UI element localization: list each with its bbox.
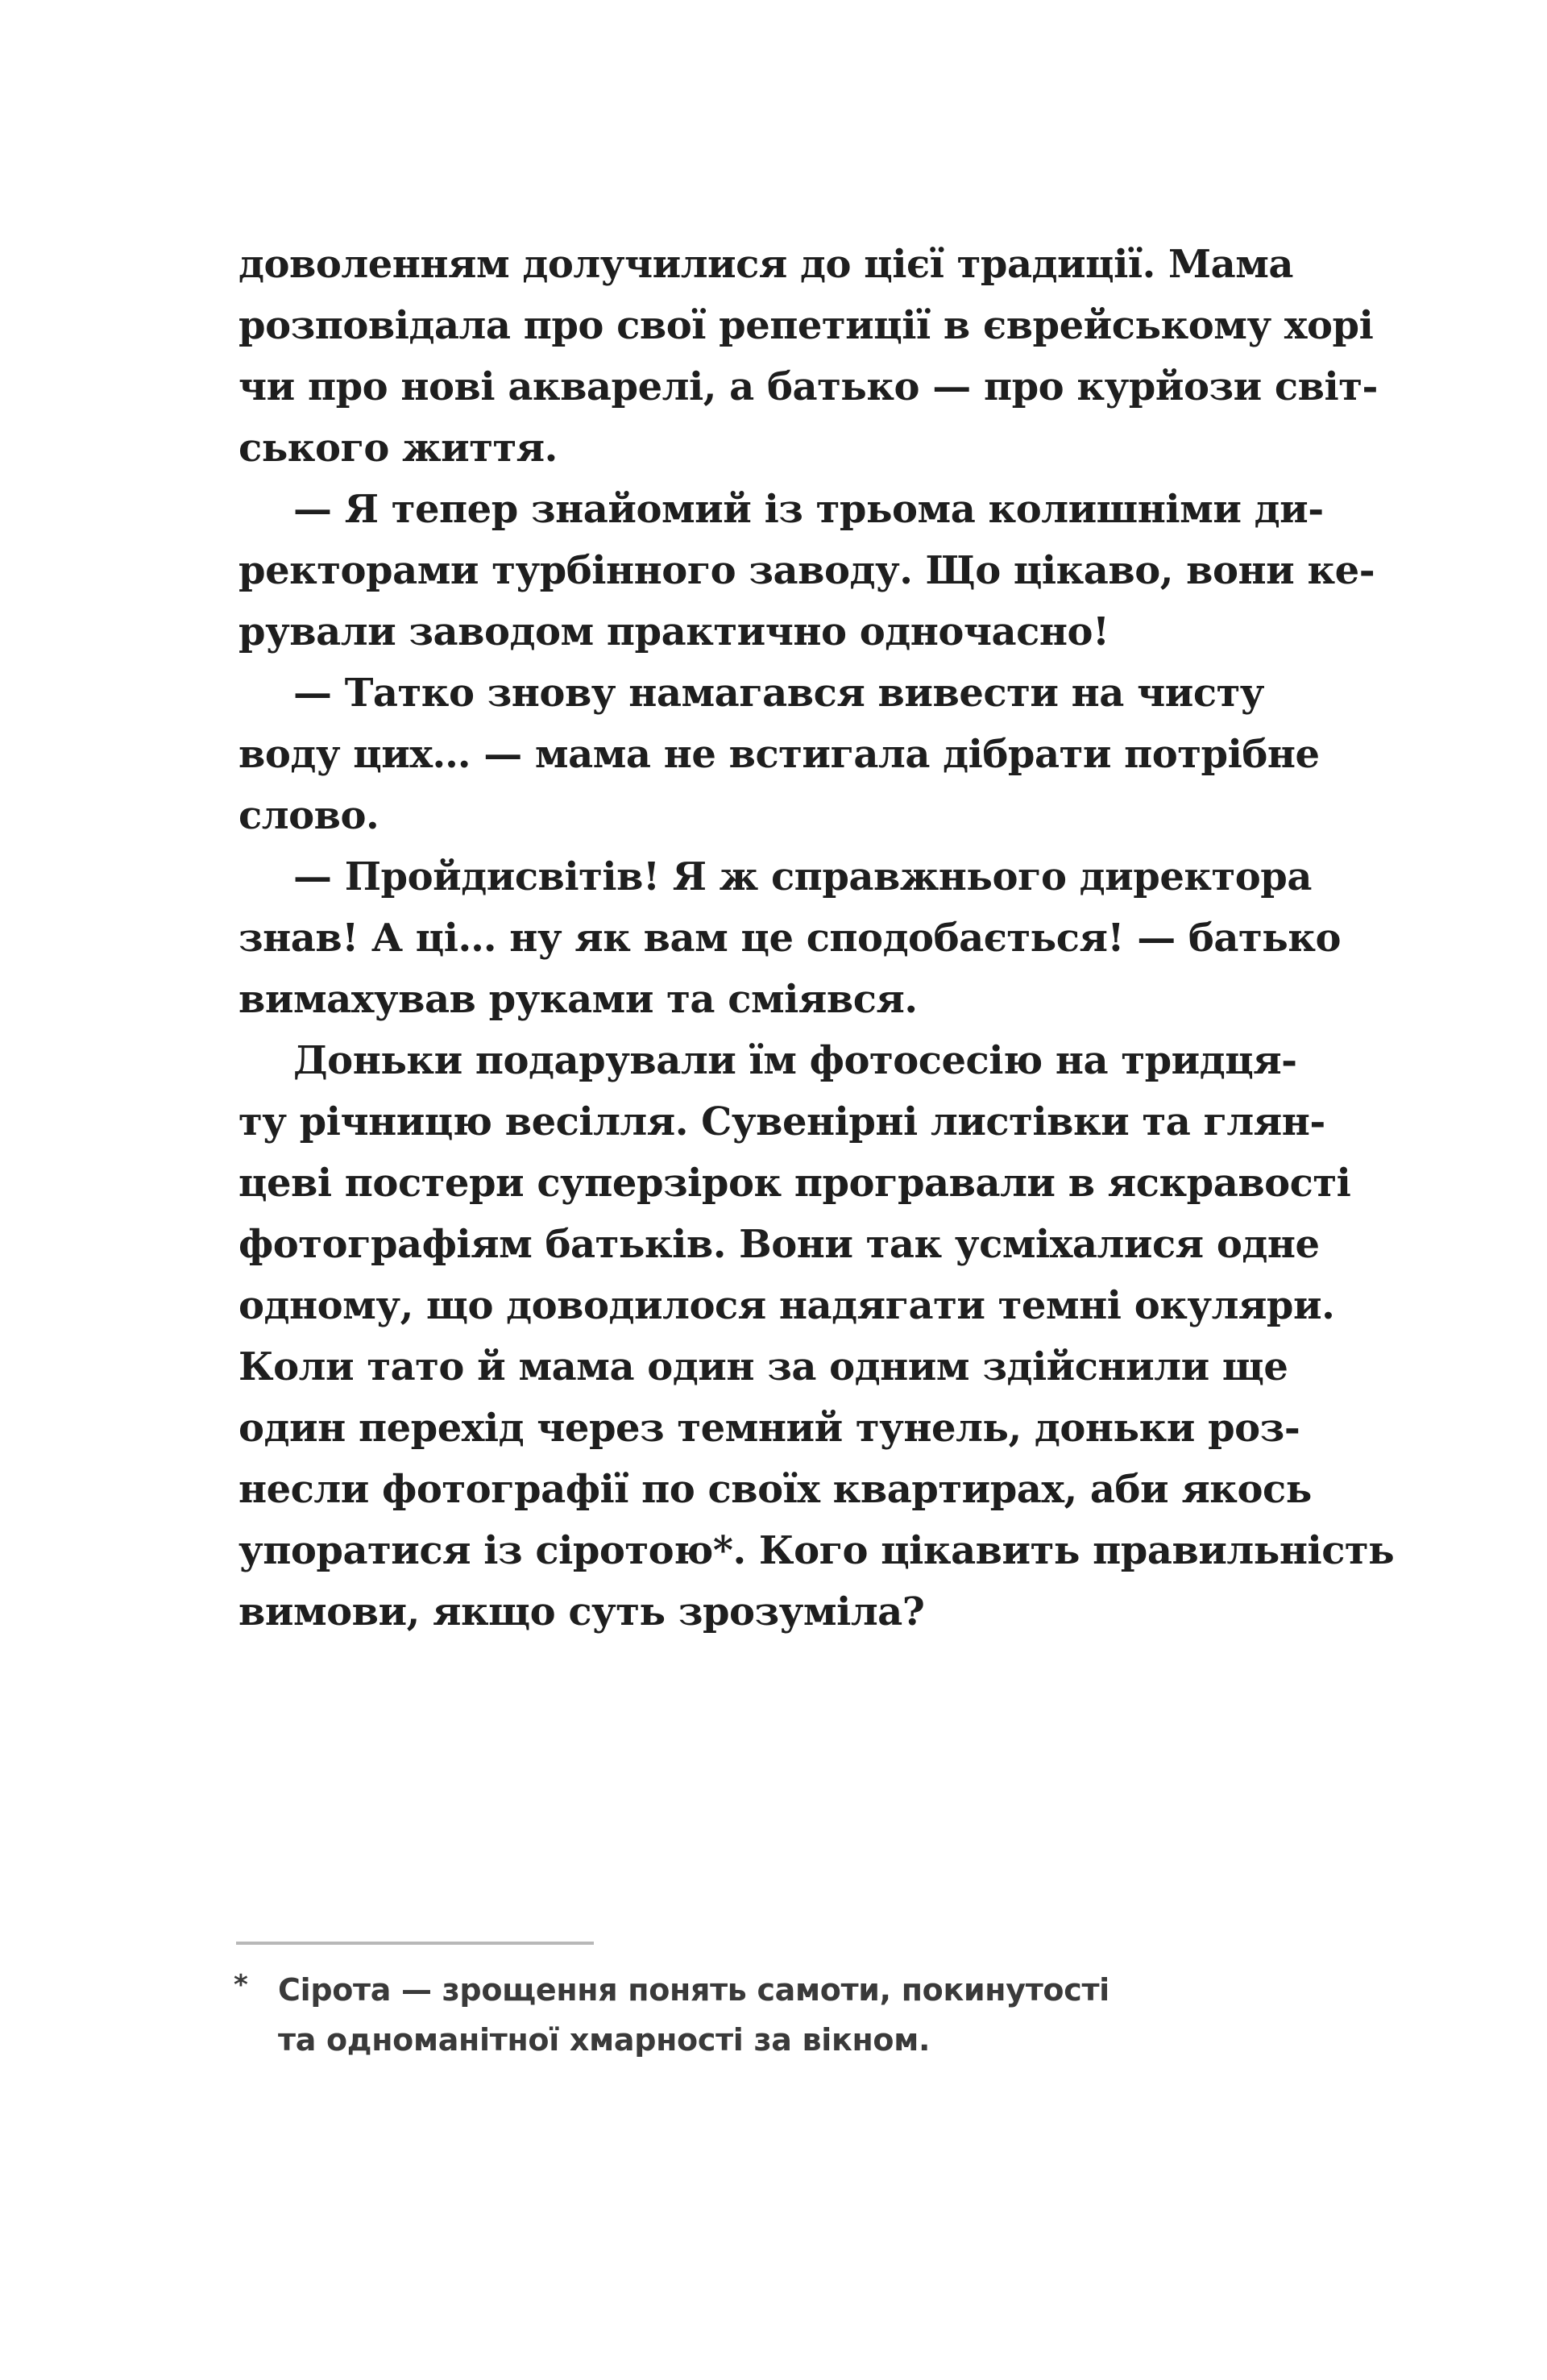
text-line-11: — Пройдисвітів! Я ж справжнього директора: [293, 854, 1312, 899]
text-line-14: Доньки подарували їм фотосесію на тридця-: [293, 1038, 1297, 1083]
text-line-17: фотографіям батьків. Вони так усміхалися одне: [238, 1222, 1320, 1267]
footnote-marker: *: [234, 1969, 248, 2001]
text-line-8: — Татко знову намагався вивести на чисту: [293, 671, 1265, 716]
text-line-22: упоратися із сіротою*. Кого цікавить правильність: [238, 1528, 1395, 1573]
text-line-20: один перехід через темний тунель, доньки роз-: [238, 1406, 1300, 1451]
text-line-6: ректорами турбінного заводу. Що цікаво, вони ке-: [238, 548, 1375, 593]
text-line-3: чи про нові акварелі, а батько — про курйози світ-: [238, 364, 1378, 409]
text-line-1: доволенням долучилися до цієї традиції. Мама: [238, 242, 1294, 287]
text-line-13: вимахував руками та сміявся.: [238, 977, 918, 1022]
text-line-7: рували заводом практично одночасно!: [238, 609, 1109, 654]
text-line-9: воду цих… — мама не встигала дібрати потрібне: [238, 732, 1320, 777]
footnote-line-2: та одноманітної хмарності за вікном.: [278, 2022, 931, 2058]
text-line-4: ського життя.: [238, 426, 558, 471]
text-line-15: ту річницю весілля. Сувенірні листівки та глян-: [238, 1099, 1325, 1144]
text-line-12: знав! А ці… ну як вам це сподобається! — батько: [238, 916, 1342, 961]
text-line-23: вимови, якщо суть зрозуміла?: [238, 1589, 925, 1634]
text-line-21: несли фотографії по своїх квартирах, аби якось: [238, 1467, 1312, 1512]
text-line-18: одному, що доводилося надягати темні окуляри.: [238, 1283, 1335, 1328]
text-line-2: розповідала про свої репетиції в єврейському хорі: [238, 303, 1374, 348]
footnote-divider: [236, 1942, 594, 1945]
footnote-text: [278, 1965, 1109, 2065]
text-line-19: Коли тато й мама один за одним здійснили ще: [238, 1344, 1288, 1389]
footnote-line-1: Сірота — зрощення понять самоти, покинутості: [278, 1972, 1109, 2008]
body-text: [238, 234, 1395, 1643]
text-line-10: слово.: [238, 793, 379, 838]
text-line-16: цеві постери суперзірок програвали в яскравості: [238, 1161, 1351, 1206]
text-line-5: — Я тепер знайомий із трьома колишніми ди-: [293, 487, 1324, 532]
